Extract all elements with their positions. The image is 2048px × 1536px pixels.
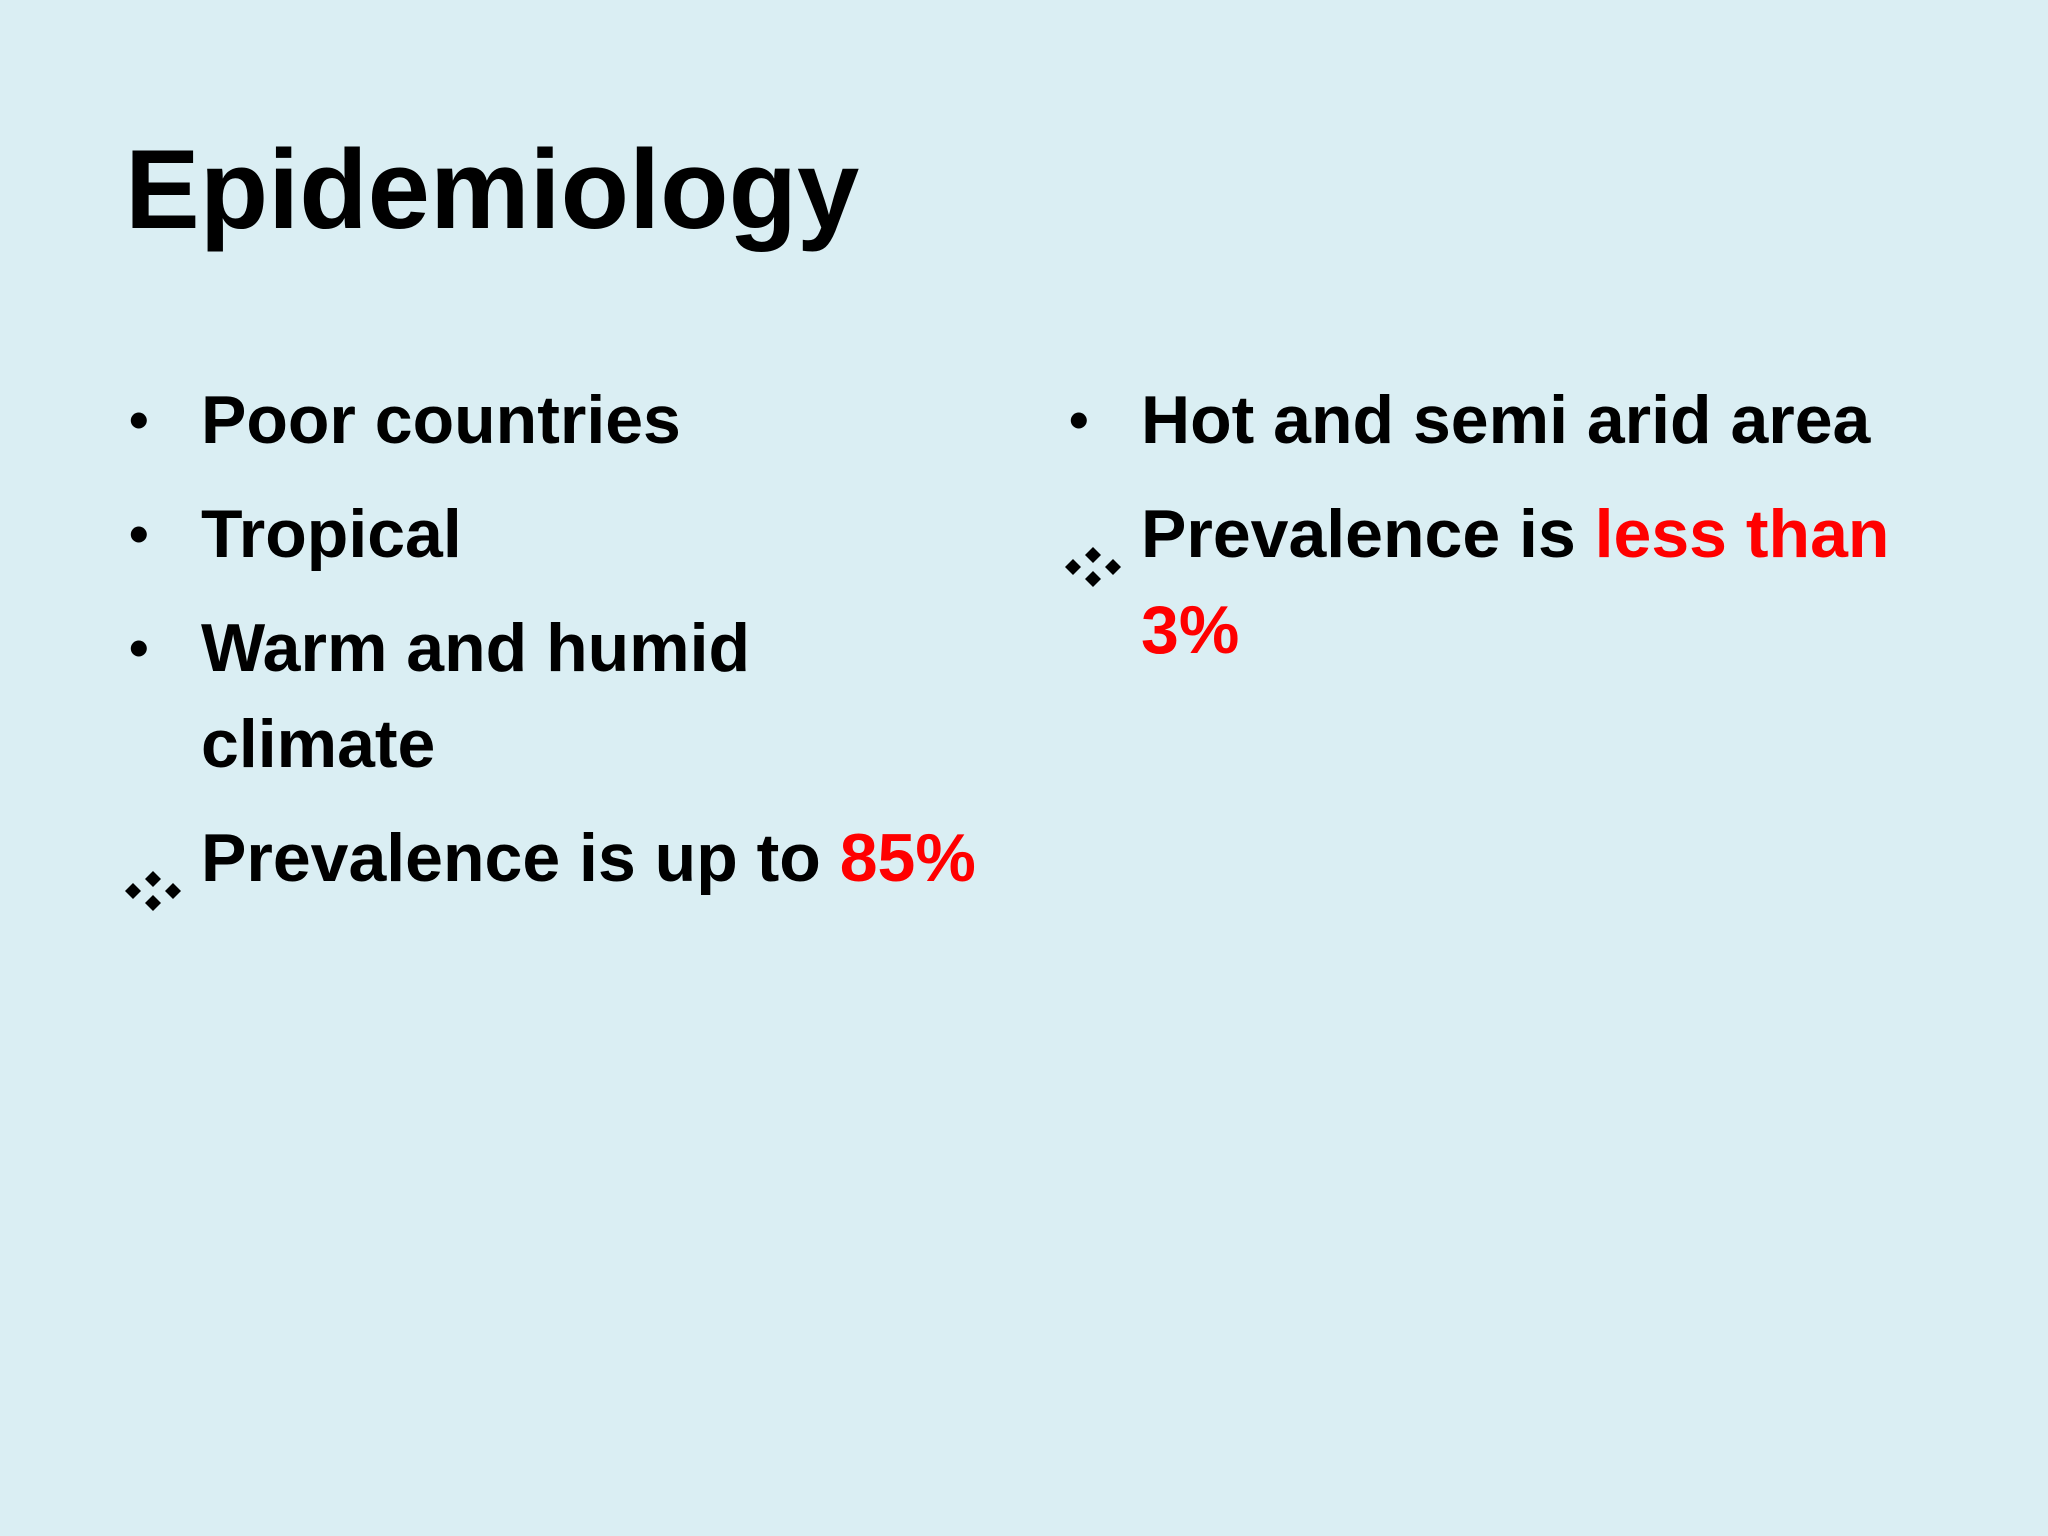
prevalence-item [125,810,1025,906]
right-column-list [1065,372,1965,696]
list-item [125,600,1025,792]
prevalence-item [1065,486,1965,678]
bullet-text: Poor countries [201,382,681,458]
slide-title: Epidemiology [125,127,860,252]
bullet-dot-icon: • [129,616,149,679]
list-item [125,372,1025,468]
left-column-list [125,372,1025,924]
bullet-dot-icon: • [129,388,149,451]
bullet-text: Warm and humid climate [201,610,751,782]
list-item [125,486,1025,582]
prevalence-prefix: Prevalence is [1141,496,1595,572]
four-diamond-icon [125,840,181,880]
four-diamond-icon [1065,516,1121,556]
prevalence-highlight: less than 3% [1141,496,1890,668]
bullet-text: Tropical [201,496,462,572]
bullet-dot-icon: • [129,502,149,565]
prevalence-highlight: 85% [839,820,976,896]
list-item [1065,372,1965,468]
bullet-text: Hot and semi arid area [1141,382,1871,458]
prevalence-prefix: Prevalence is up to [201,820,840,896]
bullet-dot-icon: • [1069,388,1089,451]
